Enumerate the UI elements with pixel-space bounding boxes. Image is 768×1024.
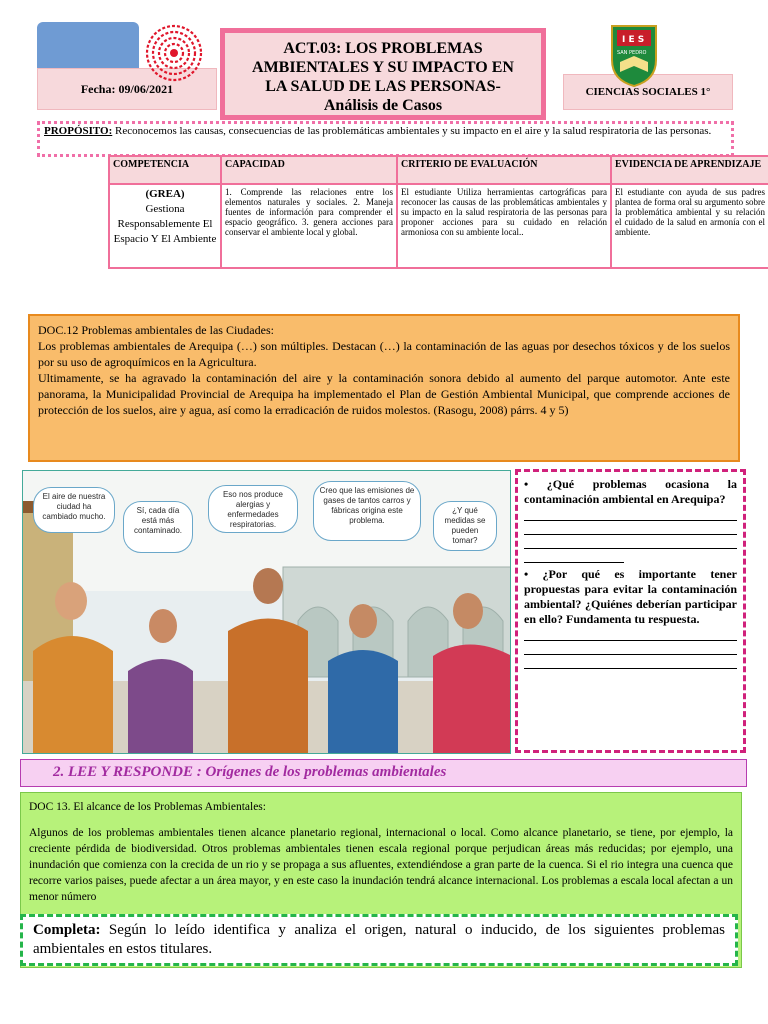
header-competencia: COMPETENCIA xyxy=(109,156,221,184)
course-label: CIENCIAS SOCIALES 1° xyxy=(563,74,733,110)
answer-line[interactable] xyxy=(524,655,737,669)
competency-table xyxy=(108,155,768,269)
header-capacidad: CAPACIDAD xyxy=(221,156,397,184)
speech-bubble: Creo que las emisiones de gases de tantos carros y fábricas origina este problema. xyxy=(313,481,421,541)
doc12-box xyxy=(28,314,740,462)
answer-line[interactable] xyxy=(524,507,737,521)
doc12-paragraph: Los problemas ambientales de Arequipa (…) son múltiples. Destacan (…) la contaminación de las aguas por desechos tóxicos y de los suelos por su uso de agroquímicos en la Agricultura. xyxy=(38,339,730,369)
date-label: Fecha: 09/06/2021 xyxy=(37,68,217,110)
speech-bubble: ¿Y qué medidas se pueden tomar? xyxy=(433,501,497,551)
answer-line[interactable] xyxy=(524,521,737,535)
doc13-title: DOC 13. El alcance de los Problemas Ambientales: xyxy=(29,801,266,813)
evidence-cell: El estudiante con ayuda de sus padres plantea de forma oral su argumento sobre la problemática ambiental y su relación el cuidado de la salud en armonía con el ambiente. xyxy=(611,184,768,268)
answer-line[interactable] xyxy=(524,641,737,655)
speech-bubble: Eso nos produce alergias y enfermedades respiratorias. xyxy=(208,485,298,533)
purpose-box xyxy=(37,121,734,157)
table-row xyxy=(109,184,768,268)
title-subtitle: Análisis de Casos xyxy=(323,97,443,114)
complete-label: Completa: xyxy=(33,922,101,938)
question-1: • ¿Qué problemas ocasiona la contaminación ambiental en Arequipa? xyxy=(524,477,737,506)
section-heading xyxy=(20,759,747,787)
competence-name: Gestiona Responsablemente El Espacio Y El Ambiente xyxy=(113,203,217,245)
competence-cell xyxy=(109,184,221,268)
competence-code: (GREA) xyxy=(145,188,185,200)
criteria-cell: El estudiante Utiliza herramientas cartográficas para reconocer las causas de las problemáticas ambientales y su impacto en la salud respiratoria de las personas para proponer acciones para su cuidado en relación armoniosa con su ambiente local.. xyxy=(397,184,611,268)
title-line: AMBIENTALES Y SU IMPACTO EN xyxy=(252,59,514,76)
street-conversation-illustration xyxy=(22,470,511,754)
section-number: 2. xyxy=(53,764,65,780)
header-criterio: CRITERIO DE EVALUACIÓN xyxy=(397,156,611,184)
complete-instruction-box xyxy=(20,914,738,966)
speech-bubble: Sí, cada día está más contaminado. xyxy=(123,501,193,553)
doc12-title: DOC.12 Problemas ambientales de las Ciudades: xyxy=(38,323,274,337)
school-shield-icon xyxy=(608,22,660,88)
doc13-text: Algunos de los problemas ambientales tienen alcance planetario regional, internacional o local. Como alcance planetario, se tiene, por ejemplo, la creciente pérdida de biodiversidad. Otros problemas ambientales tienen escala regional porque perjudican áreas más reducidas; por ejemplo, una inundación que comienza con la crecida de un rio y se propaga a sus afluentes, extendiéndose a gran parte de la cuenca. Si el rio integra una cuenca que recorre varios paises, puede afectar a un área mayor, y en este caso la inundación tendrá alcance internacional. Los problemas a escala local afectan a un menor número xyxy=(29,827,733,903)
complete-text: Según lo leído identifica y analiza el origen, natural o inducido, de los siguientes problemas ambientales en estos titulares. xyxy=(33,922,725,957)
capacities-cell: 1. Comprende las relaciones entre los elementos naturales y sociales. 2. Maneja fuentes de información para comprender el espacio geográfico. 3. genera acciones para conservar el ambiente local y global. xyxy=(221,184,397,268)
table-header-row xyxy=(109,156,768,184)
spiral-logo-icon xyxy=(143,22,205,84)
answer-line[interactable] xyxy=(524,549,624,563)
questions-box xyxy=(515,469,746,753)
title-line: ACT.03: LOS PROBLEMAS xyxy=(283,40,483,57)
activity-title xyxy=(220,28,546,120)
speech-bubble: El aire de nuestra ciudad ha cambiado mucho. xyxy=(33,487,115,533)
answer-line[interactable] xyxy=(524,535,737,549)
purpose-text: Reconocemos las causas, consecuencias de las problemáticas ambientales y su impacto en el aire y la salud respiratoria de las personas. xyxy=(112,125,712,137)
header-evidencia: EVIDENCIA DE APRENDIZAJE xyxy=(611,156,768,184)
question-2: • ¿Por qué es importante tener propuestas para evitar la contaminación ambiental? ¿Quiénes deberían participar en ello? Fundamenta tu respuesta. xyxy=(524,567,737,626)
doc12-paragraph: Ultimamente, se ha agravado la contaminación del aire y la contaminación sonora debido al aumento del parque automotor. Ante este panorama, la Municipalidad Provincial de Arequipa ha implementado el Plan de Gestión Ambiental Municipal, que comprende acciones de protección de los suelos, aire y agua, así como la erradicación de ruidos molestos. (Rasogu, 2008) párrs. 4 y 5) xyxy=(38,371,730,417)
answer-line[interactable] xyxy=(524,627,737,641)
title-line: LA SALUD DE LAS PERSONAS- xyxy=(265,78,501,95)
logo-letter: I E S xyxy=(622,35,645,45)
logo-text: SAN PEDRO xyxy=(617,50,647,56)
section-title: LEE Y RESPONDE : Orígenes de los problemas ambientales xyxy=(68,764,447,780)
purpose-label: PROPÓSITO: xyxy=(44,125,113,137)
